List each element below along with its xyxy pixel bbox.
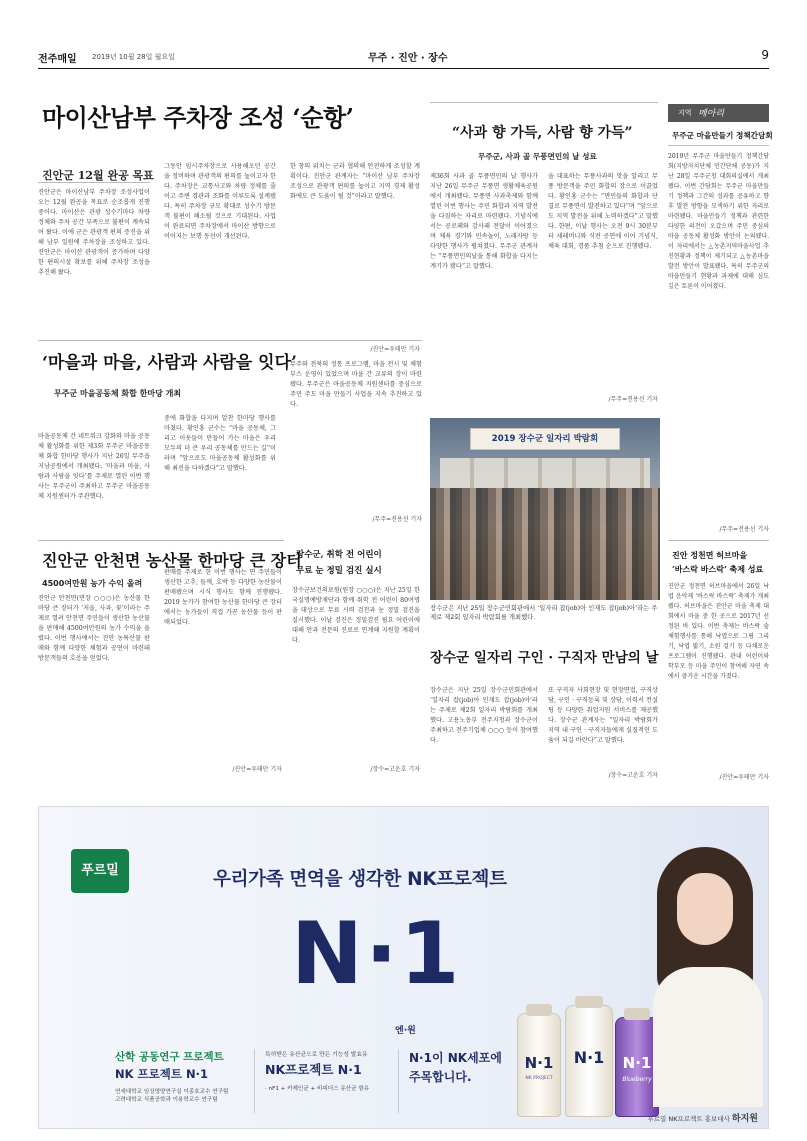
photo-crowd (430, 488, 660, 600)
model-face (677, 873, 733, 945)
top-divider (430, 102, 658, 103)
article-body-col2: 판매를 주제로 한 이번 행사는 면 주민들이 생산한 고추, 들깨, 호박 등 다양한 농산물이 판매됐으며 시식 행사도 함께 진행됐다. 2019 농가가 참여한 농산물 한마당 큰 장터에서는 농가들이 직접 가꾼 농산물 등이 판매되었다. (164, 569, 282, 626)
brand-name: 푸르밀 (81, 863, 119, 878)
brand-logo (71, 849, 129, 893)
quote-headline: “사과 향 가득, 사람 향 가득” (452, 125, 633, 141)
box2-line2: NK프로젝트 N·1 (265, 1062, 362, 1077)
box1-line2: NK 프로젝트 N·1 (115, 1067, 208, 1081)
bottle-cap (575, 996, 603, 1008)
article-body-col1: 제36회 사과 골 무풍면민의 날 행사가 지난 26일 무주군 무풍면 생활체육공원에서 개최됐다. 무풍면 사과축제와 함께 열린 이번 행사는 주민 화합과 지역 발전을 다짐하는 자리로 마련됐다. 기념식에서는 공로패와 감사패 전달이 이어졌으며 체육 경기와 민속놀이, 노래자랑 등 다양한 행사가 펼쳐졌다. 무주군 관계자는 “무풍면민의날을 통해 화합을 다지는 계기가 됐다”고 말했다. (430, 173, 538, 270)
top-divider (38, 540, 284, 541)
article-farm-market (38, 540, 302, 780)
info-box-research (115, 1049, 255, 1113)
article-subhead: 무료 눈 정밀 검진 실시 (296, 566, 382, 576)
article-headline: 장수군, 취학 전 어린이 (296, 550, 382, 560)
article-body-col1: 마을공동체 간 네트워크 강화와 마을 공동체 활성화를 위한 제3회 무주군 마을공동체 화합 한마당 행사가 지난 26일 무주읍 지남공원에서 개최됐다. ‘마을과 마을, 사람과 사람을 잇다’를 주제로 열린 이번 행사는 무주군이 주최하고 무주군 마을공동체 지원센터가 주관했다. (38, 433, 150, 500)
n1-logo-sub: 엔·원 (395, 1026, 416, 1036)
ad-tagline: 우리가족 면역을 생각한 NK프로젝트 (213, 869, 507, 890)
article-headline: 장수군 일자리 구인 · 구직자 만남의 날 (430, 650, 659, 666)
article-byline: /진안=우태만 기자 (370, 346, 420, 353)
article-body-col2: 또 구직자 사회현장 및 현장면접, 구직상담, 구인 · 구직등록 및 상담, 이력서 컨설팅 등 다양한 취업지원 서비스를 제공했다. 장수군 관계자는 “일자리 박람회가 지역 내 구인 · 구직자들에게 실질적인 도움이 되길 바란다”고 말했다. (548, 687, 658, 744)
bottle-3-label: N·1 (622, 1054, 652, 1072)
model-name: 하지원 (731, 1114, 758, 1124)
article-village-community (38, 340, 422, 540)
article-body-col2: 을 대표하는 무풍사과의 맛을 알리고 무풍 방문객을 주민 화합의 장으로 이끌었다. 황인홍 군수는 “면민들의 화합과 단결로 무풍면이 발전하고 있다”며 “앞으로도 지역 발전을 위해 노력하겠다”고 말했다. 한편, 이날 행사는 오전 9시 30분부터 세레머니와 식전 공연에 이어 기념식, 체육 대회, 경품 추첨 순으로 진행됐다. (548, 173, 658, 250)
article-byline: /장수=고운호 기자 (370, 766, 420, 773)
sidebar-tag-title: 메아리 (698, 109, 725, 119)
sidebar-title-2: 진안 정천면 허브마을 (672, 550, 748, 560)
box3-line2: 주목합니다. (409, 1070, 472, 1084)
sidebar-divider-1 (668, 145, 769, 146)
article-subhead: 진안군 12월 완공 목표 (42, 169, 154, 182)
page-number: 9 (761, 48, 769, 62)
photo-booths (440, 458, 650, 488)
article-headline: 진안군 안천면 농산물 한마당 큰 장터 (42, 551, 302, 570)
paper-name: 전주매일 (38, 54, 77, 65)
box1-line1: 산학 공동연구 프로젝트 (115, 1051, 224, 1063)
article-byline: /무주=전용선 기자 (608, 396, 658, 403)
product-bottle-2 (565, 1005, 613, 1117)
photo-caption: 장수군은 지난 25일 장수군민회관에서 ‘일자리 잡(job)아 인재도 잡(job)아’라는 주제로 제2회 일자리 박람회를 개최했다. (430, 605, 658, 621)
model-caption-text: 푸르밀 NK프로젝트 홍보대사 (647, 1115, 732, 1123)
photo-banner (470, 428, 620, 450)
article-apple-festival (430, 108, 660, 408)
article-byline: /장수=고운호 기자 (608, 772, 658, 779)
bottle-3-flavor: Blueberry (622, 1076, 652, 1083)
n1-logo: N·1 (291, 904, 462, 1004)
sidebar-column (668, 104, 773, 784)
bottle-1-brand: NK PROJECT (525, 1076, 553, 1081)
bottle-2-label: N·1 (573, 1048, 605, 1067)
article-byline: /진안=우태만 기자 (232, 766, 282, 773)
article-mai-parking (38, 92, 422, 362)
box2-line1: 특허받은 유산균으로 만든 기능성 발효유 (265, 1052, 368, 1058)
bottle-cap (526, 1004, 552, 1016)
article-subhead: 4500여만원 농가 수익 올려 (42, 579, 143, 588)
article-headline: 마이산남부 주차장 조성 ‘순항’ (42, 103, 354, 132)
sidebar-title-1: 무주군 마을만들기 정책간담회 (672, 131, 773, 140)
article-body: 장수군보건의료원(원장 ○○○)은 지난 25일 한국실명예방재단과 함께 취학 전 어린이 80여명을 대상으로 무료 시력 검진과 눈 정밀 검진을 실시했다. 이날 검진은 정밀검진 필요 어린이에 대해 안과 전문의 진료로 연계해 지원할 계획이다. (292, 587, 420, 644)
header-rule (38, 68, 769, 69)
sidebar-tag (668, 104, 769, 122)
sidebar-body-1: 2019년 무주군 마을만들기 정책간담회(지방자치단체 민간단체 공동)가 지난 28일 무주군청 대회의실에서 개최됐다. 이번 간담회는 무주군 마을만들기 정책과 그간의 성과를 공유하고 향후 발전 방향을 모색하기 위한 자리로 마련됐다. 마을만들기 정책과 관련한 다양한 의견이 오갔으며 주민 중심의 마을 공동체 활성화 방안이 논의됐다. 이 자리에서는 △농촌지역마을사업 추진현황과 정책이 제기되고 △농촌마을 발전 방안이 발표됐다. 특히 무주군의 마을만들기 현황과 과제에 대해 심도 깊은 토론이 이어졌다. (668, 153, 769, 290)
model-caption (648, 1111, 759, 1124)
article-body-col3: 한 창의 위치는 군과 협의해 안전하게 조성할 계획이다. 진안군 관계자는 “마이산 남부 주차장 조성으로 관광객 편의를 높이고 지역 경제 활성화에도 큰 도움이 될 것”이라고 말했다. (290, 163, 420, 200)
article-body-col1: 진안군은 마이산남부 주차장 조성사업이 오는 12월 완공을 목표로 순조롭게 진행 중이다. 마이산은 관광 성수기마다 차량 정체와 주차 공간 부족으로 불편이 계속되어 왔다. 이에 군은 관광객 편의 증진을 위해 남부 일원에 주차장을 조성하고 있다. 진안군은 마이산 관광객이 증가하며 다양한 편의시설 확보를 위해 주차장 조성을 추진해 왔다. (38, 189, 150, 276)
sidebar-byline-1: /무주=전용선 기자 (719, 526, 769, 533)
quote-headline: ‘마을과 마을, 사람과 사람을 잇다’ (42, 353, 297, 373)
article-body-col1: 진안군 안천면(면장 ○○○)은 농산물 한마당 큰 장터가 ‘저울, 사과, 꽃’이라는 주제로 열려 안천면 주민들이 생산한 농산물을 판매해 4500여만원의 농가 수익을 올렸다. 이번 행사에서는 진안 농특산물 판매와 함께 다양한 체험과 공연이 마련돼 방문객들의 호응을 얻었다. (38, 595, 150, 662)
sidebar-divider-2 (668, 540, 769, 541)
issue-date: 2019년 10월 28일 월요일 (92, 53, 175, 61)
section-title: 무주 · 진안 · 장수 (368, 53, 448, 64)
top-divider (38, 340, 422, 341)
article-eye-exam (292, 540, 422, 780)
box2-small: · nF1 + 카제인균 + 비피더스 유산균 함유 (265, 1086, 370, 1092)
photo-banner-text: 2019 장수군 일자리 박람회 (491, 434, 599, 444)
bottle-1-label: N·1 (524, 1054, 554, 1072)
sidebar-tag-label: 지역 (678, 109, 692, 117)
article-body-col2: 중에 화합을 다지며 알찬 한마당 행사를 마쳤다. 황인홍 군수는 “마을 공동체, 그리고 이웃들이 만들어 가는 마을은 우리 모두의 더 큰 우리 공동체를 만드는 길”이라며 “앞으로도 마을공동체 활성화를 위해 최선을 다하겠다”고 말했다. (164, 415, 276, 472)
article-body-col2: 그동안 임시주차장으로 사용해오던 공간을 정비하며 관광객의 편의를 높이고자 한다. 주차장은 교통사고와 차량 정체를 줄이고 주변 경관과 조화를 이루도록 설계됐다. 특히 주차장 규모 확대로 성수기 방문객 불편이 해소될 것으로 기대된다. 사업이 완료되면 주차장에서 마이산 방향으로 이어지는 보행 동선이 개선된다. (164, 163, 276, 240)
model-figure (639, 837, 769, 1107)
sidebar-subtitle-2: ‘바스락 바스락’ 축제 성료 (672, 564, 764, 574)
sidebar-byline-2: /진안=우태만 기자 (719, 774, 769, 781)
article-body-col3: 무주와 전북의 정통 프로그램, 마을 전시 및 체험 부스 운영이 있었으며 마을 간 교류의 장이 마련됐다. 무주군은 마을공동체 지원센터를 중심으로 주민 주도 마을 만들기 사업을 지속 추진하고 있다. (290, 361, 422, 408)
article-subhead: 무주군, 사과 골 무풍면민의 날 성료 (478, 152, 597, 161)
page-header (38, 46, 769, 68)
nk-project-advertisement (38, 806, 769, 1129)
job-fair-photo (430, 418, 660, 600)
box3-line1: N·1이 NK세포에 (409, 1051, 502, 1065)
product-bottle-1 (517, 1013, 561, 1117)
model-body (653, 967, 763, 1107)
subhead-divider (38, 182, 150, 183)
article-byline: /무주=전용선 기자 (372, 516, 422, 523)
article-subhead: 무주군 마을공동체 화합 한마당 개최 (54, 389, 182, 398)
article-job-fair (430, 630, 660, 780)
article-body-col1: 장수군은 지난 25일 장수군민회관에서 ‘일자리 잡(job)아 인재도 잡(job)아’라는 주제로 제2회 일자리 박람회를 개최했다. 고용노동부 전주지청과 장수군이 주최하고 전주기업체 ○○○ 등이 참여했다. (430, 687, 538, 744)
sidebar-body-2: 진안군 정천면 허브마을에서 26일 낙엽 음악제 ‘바스락 바스락’ 축제가 개최됐다. 허브마을은 진안군 마을 축제 대회에서 마을 중 한 곳으로 2017년 선정된 바 있다. 이번 축제는 바스락 숲 체험행사를 통해 낙엽으로 그림 그리기, 낙엽 밟기, 소원 걸기 등 다채로운 프로그램이 진행됐다. 관내 어린이와 학부모 등 마을 주민이 참여해 자연 속에서 즐거운 시간을 가졌다. (668, 583, 769, 680)
box1-small: 연세대학교 임상영양연구실 이종호교수 연구팀 고려대학교 식품공학과 이용학교수 연구팀 (115, 1089, 229, 1103)
info-box-nk (409, 1049, 519, 1113)
info-box-patent (265, 1049, 399, 1113)
